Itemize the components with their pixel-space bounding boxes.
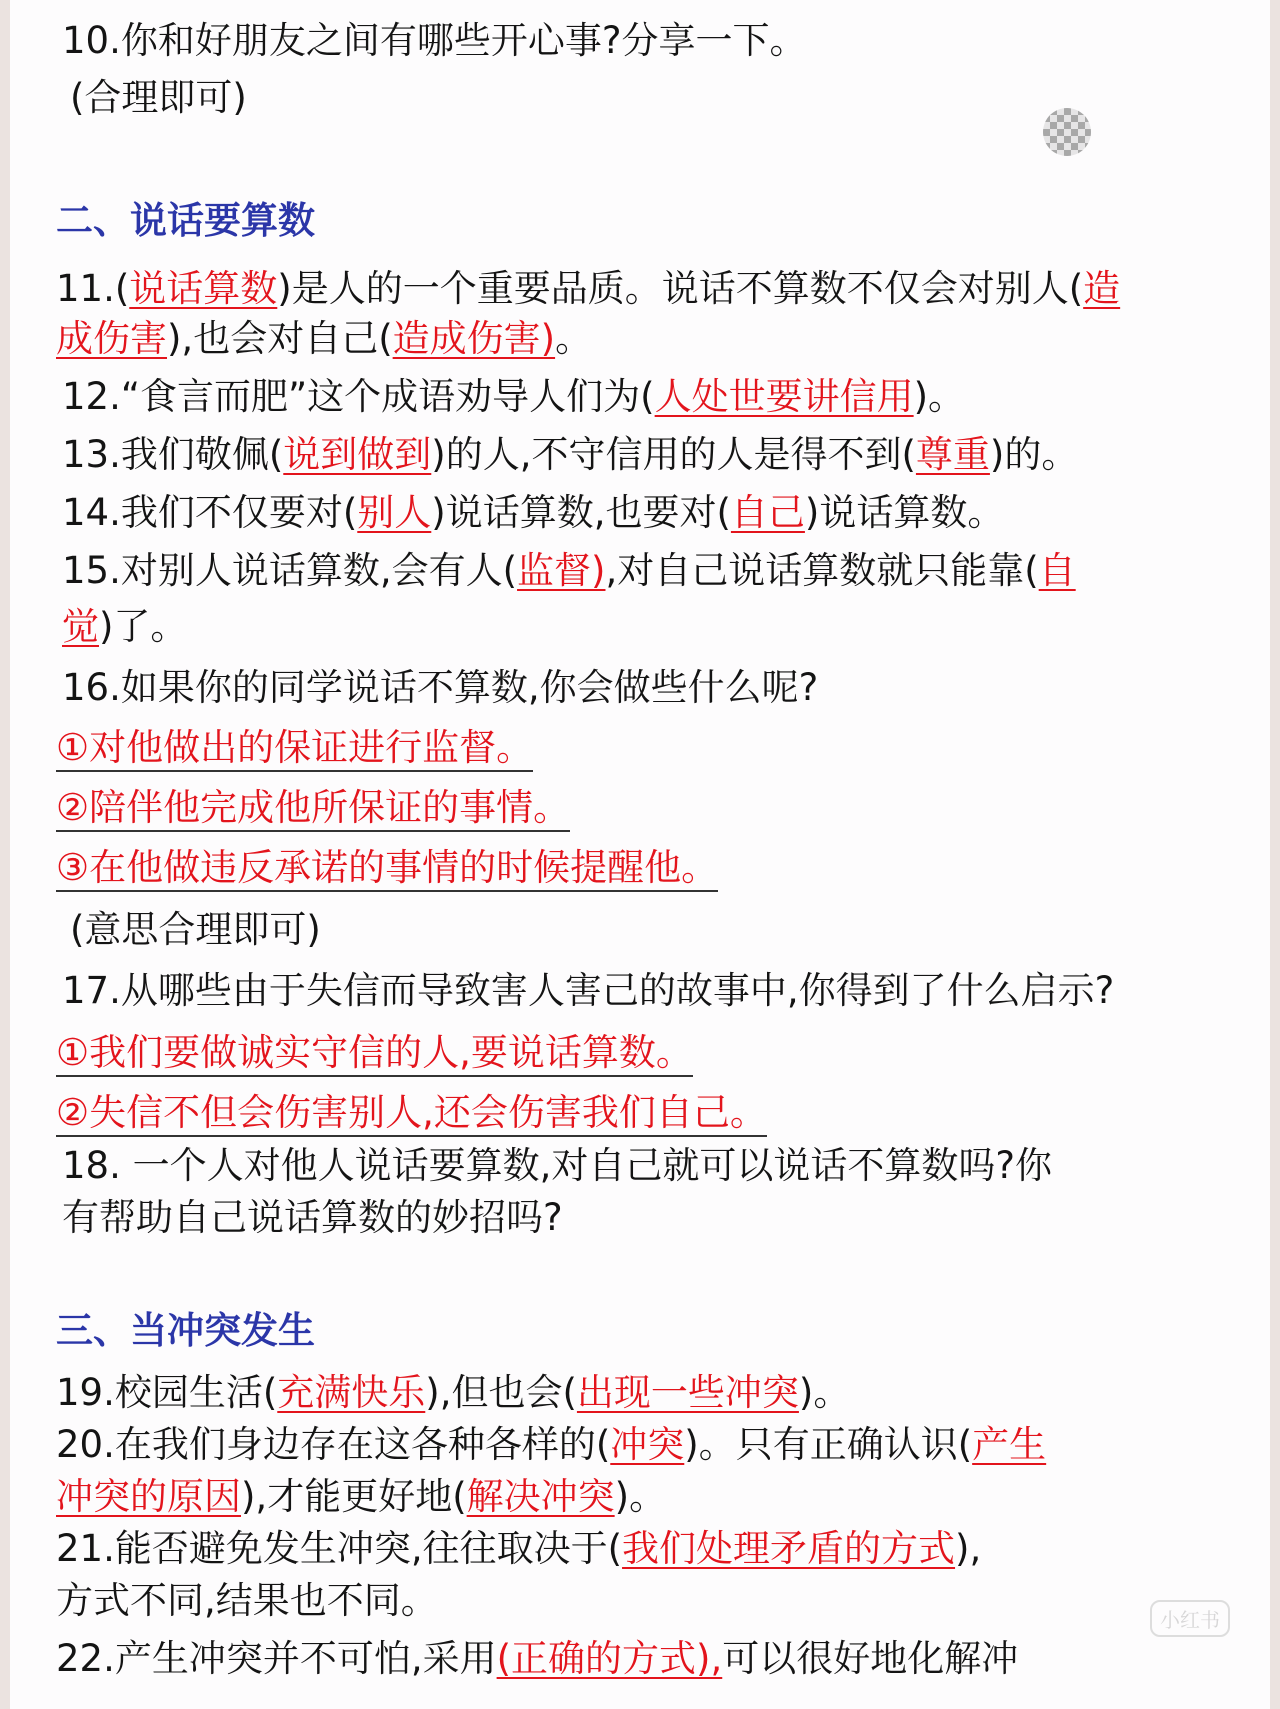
q13-text: )的人,不守信用的人是得不到( bbox=[431, 433, 916, 476]
q21-text: 21.能否避免发生冲突,往往取决于( bbox=[56, 1527, 623, 1570]
q16-answer-text: ②陪伴他完成他所保证的事情。 bbox=[56, 786, 570, 832]
question-21 bbox=[56, 1526, 981, 1572]
q11-text: )是人的一个重要品质。说话不算数不仅会对别人( bbox=[277, 267, 1084, 310]
q11-text: 。 bbox=[555, 317, 593, 360]
q16-answer-text: ③在他做违反承诺的事情的时候提醒他。 bbox=[56, 846, 718, 892]
q17-answer-text: ①我们要做诚实守信的人,要说话算数。 bbox=[56, 1031, 693, 1077]
q20-text: 20.在我们身边存在这各种各样的( bbox=[56, 1423, 611, 1466]
q15-text: )了。 bbox=[99, 605, 188, 648]
question-15-cont bbox=[62, 604, 187, 650]
q19-answer-1: 充满快乐 bbox=[277, 1371, 426, 1414]
question-21-cont: 方式不同,结果也不同。 bbox=[56, 1579, 438, 1622]
q17-answer-2 bbox=[56, 1090, 767, 1136]
section-heading-3: 三、当冲突发生 bbox=[56, 1309, 315, 1352]
q16-answer-2 bbox=[56, 785, 570, 831]
q15-text: ,对自己说话算数就只能靠( bbox=[605, 549, 1039, 592]
q20-answer-1: 冲突 bbox=[610, 1423, 685, 1466]
q11-text: ),也会对自己( bbox=[167, 317, 393, 360]
q20-text: )。只有正确认识( bbox=[684, 1423, 973, 1466]
q13-text: )的。 bbox=[989, 433, 1079, 476]
q13-answer-2: 尊重 bbox=[915, 433, 990, 476]
question-16: 16.如果你的同学说话不算数,你会做些什么呢? bbox=[62, 666, 819, 709]
q12-answer: 人处世要讲信用 bbox=[654, 375, 914, 418]
question-11-cont bbox=[56, 316, 592, 362]
q17-answer-1 bbox=[56, 1030, 693, 1076]
question-14 bbox=[62, 490, 1004, 536]
q12-text: 12.“食言而肥”这个成语劝导人们为( bbox=[62, 375, 655, 418]
question-17: 17.从哪些由于失信而导致害人害己的故事中,你得到了什么启示? bbox=[62, 969, 1115, 1012]
q11-text: 11.( bbox=[56, 267, 130, 310]
question-11 bbox=[56, 266, 1120, 312]
question-18-cont: 有帮助自己说话算数的妙招吗? bbox=[62, 1196, 563, 1239]
q20-text: ),才能更好地( bbox=[241, 1475, 467, 1518]
q20-text: )。 bbox=[614, 1475, 667, 1518]
document-page bbox=[10, 0, 1270, 1709]
section-heading-2: 二、说话要算数 bbox=[56, 199, 315, 242]
q11-answer-2: 成伤害 bbox=[56, 317, 167, 360]
q11-answer-2: 造 bbox=[1083, 267, 1121, 310]
q13-answer-1: 说到做到 bbox=[283, 433, 432, 476]
q14-answer-1: 别人 bbox=[357, 491, 432, 534]
q14-text: 14.我们不仅要对( bbox=[62, 491, 358, 534]
watermark-logo: 小红书 bbox=[1150, 1600, 1230, 1637]
q21-answer: 我们处理矛盾的方式 bbox=[622, 1527, 956, 1570]
q14-text: )说话算数。 bbox=[804, 491, 1005, 534]
question-20-cont bbox=[56, 1474, 666, 1520]
question-22 bbox=[56, 1636, 1018, 1682]
q22-answer: (正确的方式), bbox=[496, 1637, 723, 1680]
q16-answer-3 bbox=[56, 845, 718, 891]
question-15 bbox=[62, 548, 1076, 594]
question-16-note: (意思合理即可) bbox=[70, 908, 321, 951]
question-18: 18. 一个人对他人说话要算数,对自己就可以说话不算数吗?你 bbox=[62, 1144, 1053, 1187]
question-13 bbox=[62, 432, 1078, 478]
q14-answer-2: 自己 bbox=[730, 491, 805, 534]
q11-answer-1: 说话算数 bbox=[129, 267, 278, 310]
q14-text: )说话算数,也要对( bbox=[431, 491, 731, 534]
q22-text: 22.产生冲突并不可怕,采用 bbox=[56, 1637, 497, 1680]
q20-answer-2: 产生 bbox=[972, 1423, 1047, 1466]
q19-text: )。 bbox=[798, 1371, 851, 1414]
q15-answer-2: 自 bbox=[1038, 549, 1076, 592]
q15-answer-1: 监督) bbox=[517, 549, 606, 592]
q15-answer-2: 觉 bbox=[62, 605, 99, 648]
question-20 bbox=[56, 1422, 1046, 1468]
q17-answer-text: ②失信不但会伤害别人,还会伤害我们自己。 bbox=[56, 1091, 767, 1137]
question-19 bbox=[56, 1370, 850, 1416]
q16-answer-1 bbox=[56, 725, 533, 771]
q19-answer-2: 出现一些冲突 bbox=[576, 1371, 799, 1414]
q19-text: 19.校园生活( bbox=[56, 1371, 278, 1414]
question-10-note: (合理即可) bbox=[70, 76, 247, 119]
q20-answer-2: 冲突的原因 bbox=[56, 1475, 241, 1518]
q16-answer-text: ①对他做出的保证进行监督。 bbox=[56, 726, 533, 772]
question-12 bbox=[62, 374, 965, 420]
q21-text: ), bbox=[955, 1527, 982, 1570]
q22-text: 可以很好地化解冲 bbox=[722, 1637, 1019, 1680]
q20-answer-3: 解决冲突 bbox=[466, 1475, 615, 1518]
q12-text: )。 bbox=[913, 375, 966, 418]
q11-answer-3: 造成伤害) bbox=[392, 317, 556, 360]
q13-text: 13.我们敬佩( bbox=[62, 433, 284, 476]
q15-text: 15.对别人说话算数,会有人( bbox=[62, 549, 518, 592]
blurred-mosaic-icon bbox=[1043, 108, 1091, 156]
q19-text: ),但也会( bbox=[425, 1371, 577, 1414]
question-10: 10.你和好朋友之间有哪些开心事?分享一下。 bbox=[62, 19, 807, 62]
